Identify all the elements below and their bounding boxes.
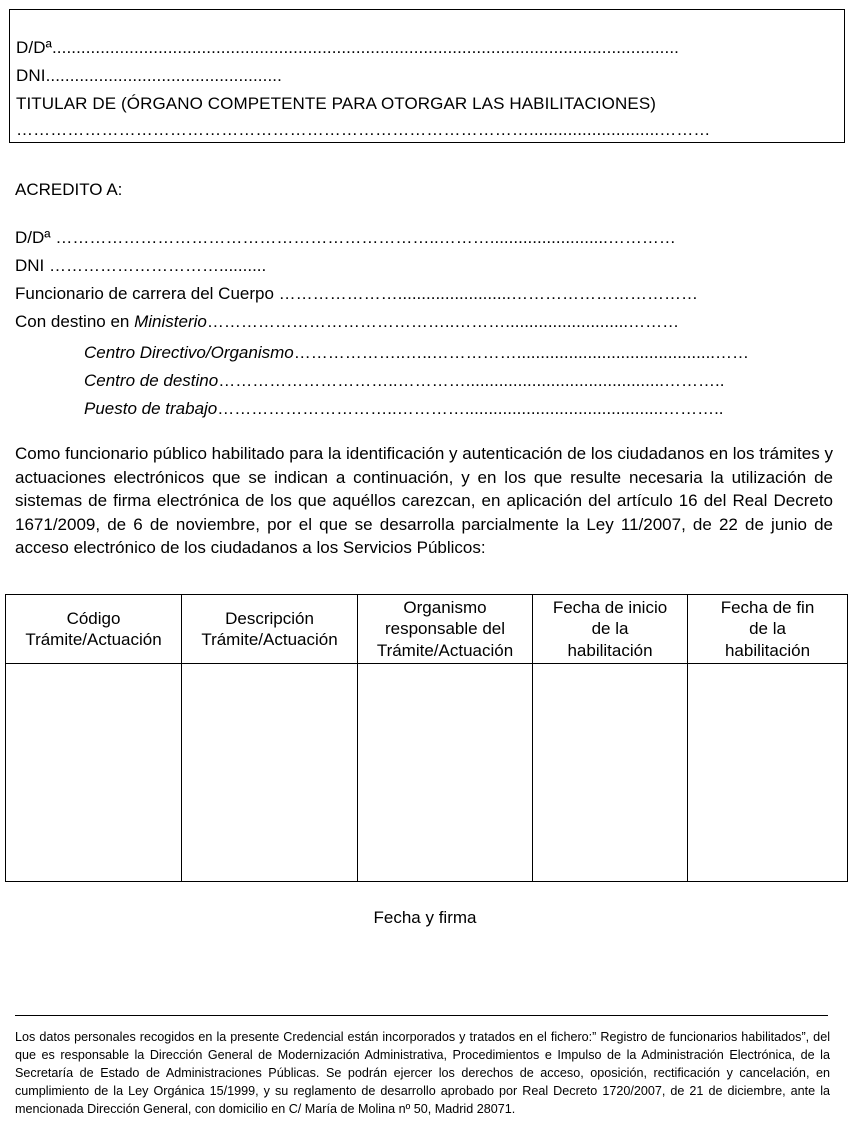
accredited-dni-label: DNI	[15, 256, 45, 275]
titular-name-field: D/Dª..................................................................................................................................	[16, 38, 679, 57]
authorization-paragraph: Como funcionario público habilitado para la identificación y autenticación de los ciudadanos en los trámites y actuaciones electrónicos que se indican a continuación, y en los que resulte necesaria la utilización de sistemas de firma electrónica de los que aquéllos carezcan, en aplicación del artículo 16 del Real Decreto 1671/2009, de 6 de noviembre, por el que se desarrolla parcialmente la Ley 11/2007, de 22 de junio de acceso electrónico de los ciudadanos a los Servicios Públicos:	[15, 444, 833, 557]
table-cell	[688, 664, 848, 882]
centro-destino-field	[84, 371, 724, 391]
destino-label: Con destino en	[15, 312, 130, 331]
centro-directivo-label: Centro Directivo/Organismo	[84, 343, 294, 362]
header-codigo: Código Trámite/Actuación	[6, 595, 182, 664]
titular-organ-field: ………………………………………………………………………………...........................………	[16, 120, 711, 139]
puesto-trabajo-label: Puesto de trabajo	[84, 399, 218, 418]
cuerpo-dots: …………………........................……………………………	[278, 284, 699, 303]
accredited-name-dots: …………………………………………………………..……….........................…………	[55, 228, 676, 247]
accredited-dni-field	[15, 256, 266, 276]
table-cell	[358, 664, 533, 882]
centro-destino-dots: …………………………..…………..........................................………..	[218, 371, 725, 390]
cuerpo-field	[15, 284, 698, 304]
footnote-divider	[15, 1015, 828, 1016]
acredito-heading: ACREDITO A:	[15, 180, 123, 199]
table-cell	[6, 664, 182, 882]
puesto-trabajo-field	[84, 399, 724, 419]
fecha-firma-label: Fecha y firma	[373, 908, 477, 927]
destino-dots: ……………………………………..………..........................………	[206, 312, 680, 331]
cuerpo-label: Funcionario de carrera del Cuerpo	[15, 284, 274, 303]
header-organismo: Organismo responsable del Trámite/Actuación	[358, 595, 533, 664]
titular-dni-field: DNI.................................................	[16, 66, 282, 85]
table-row	[6, 664, 848, 882]
accredited-name-field	[15, 228, 676, 248]
titular-box	[9, 9, 845, 143]
table-header-row	[6, 595, 848, 664]
data-protection-footnote: Los datos personales recogidos en la presente Credencial están incorporados y tratados en el fichero:” Registro de funcionarios habilitados”, del que es responsable la Dirección General de Modernización Administrativa, Procedimientos e Impulso de la Administración Electrónica, de la Secretaría de Estado de Administraciones Públicas. Se podrán ejercer los derechos de acceso, oposición, rectificación y cancelación, en cumplimiento de la Ley Orgánica 15/1999, y su reglamento de desarrollo aprobado por Real Decreto 1720/2007, de 21 de diciembre, ante la mencionada Dirección General, con domicilio en C/ María de Molina nº 50, Madrid 28071.	[15, 1030, 830, 1116]
puesto-trabajo-dots: …………………………..…………..........................................………..	[217, 399, 724, 418]
centro-destino-label: Centro de destino	[84, 371, 219, 390]
accredited-dni-dots: …………………………..........	[49, 256, 267, 275]
titular-organ-label: TITULAR DE (ÓRGANO COMPETENTE PARA OTORGAR LAS HABILITACIONES)	[16, 94, 657, 113]
header-descripcion: Descripción Trámite/Actuación	[182, 595, 358, 664]
table-cell	[533, 664, 688, 882]
destino-ministerio-label: Ministerio	[134, 312, 207, 331]
centro-directivo-field	[84, 343, 749, 363]
header-fecha-inicio: Fecha de inicio de la habilitación	[533, 595, 688, 664]
accredited-name-label: D/Dª	[15, 228, 51, 247]
destino-field	[15, 312, 679, 332]
table-cell	[182, 664, 358, 882]
centro-directivo-dots: ………………..…..……………..........................................……	[293, 343, 750, 362]
header-fecha-fin: Fecha de fin de la habilitación	[688, 595, 848, 664]
habilitaciones-table	[5, 594, 848, 882]
